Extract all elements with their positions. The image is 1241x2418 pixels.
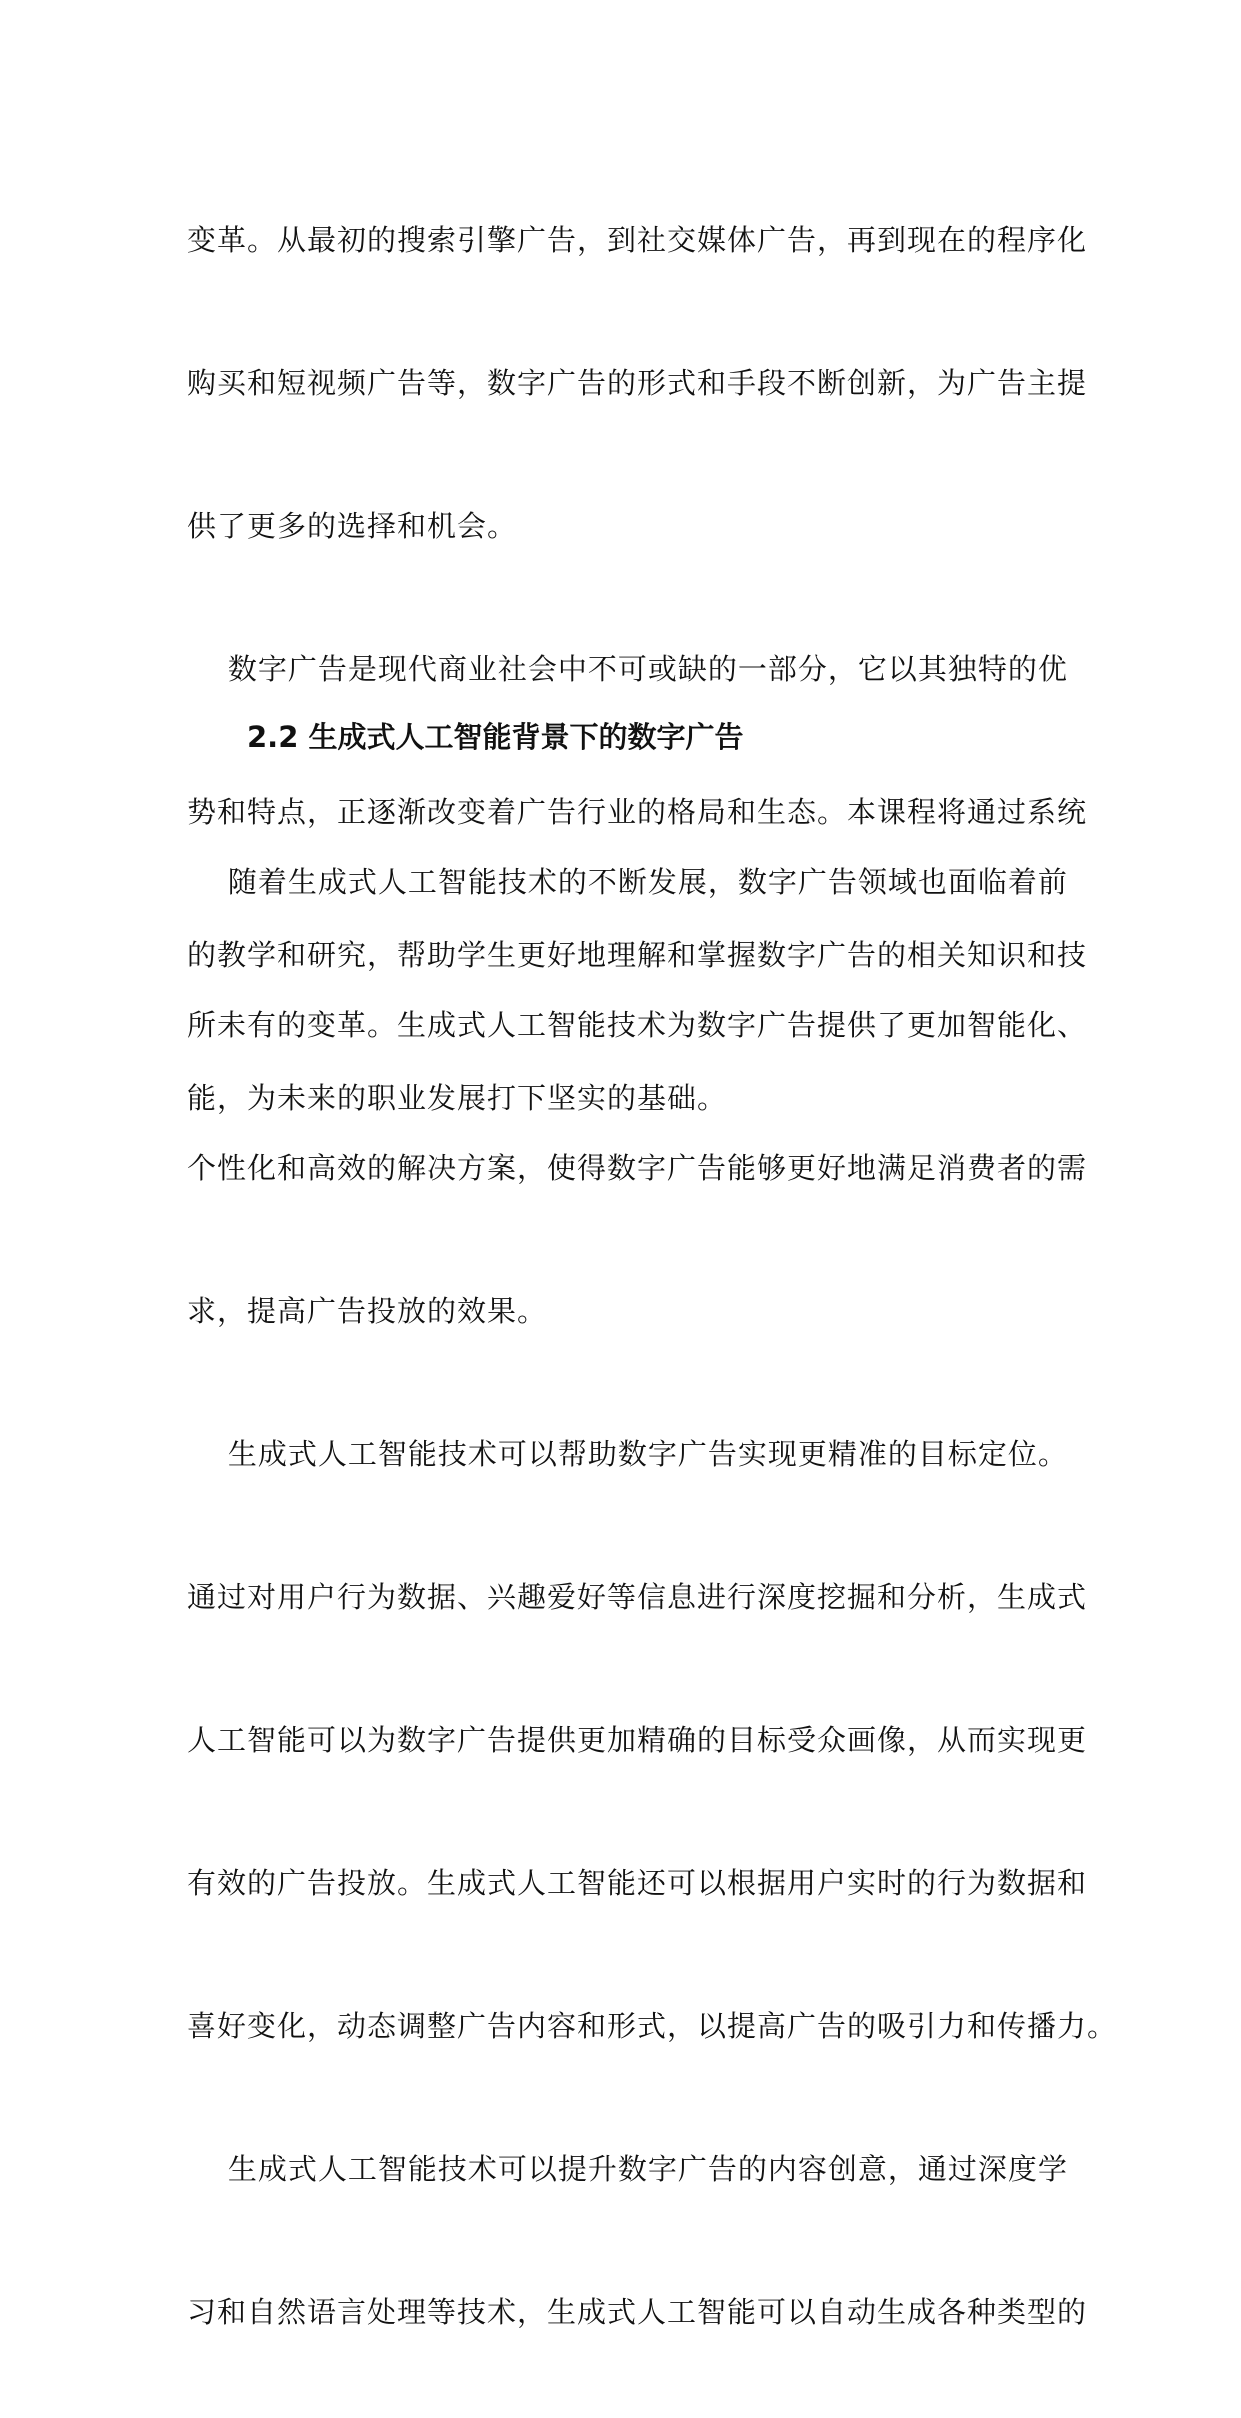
text-line: 生成式人工智能技术可以提升数字广告的内容创意，通过深度学 — [187, 2152, 1068, 2186]
text-line: 有效的广告投放。生成式人工智能还可以根据用户实时的行为数据和 — [187, 1866, 1088, 1900]
text-line: 所未有的变革。生成式人工智能技术为数字广告提供了更加智能化、 — [187, 1008, 1088, 1042]
text-line: 能，为未来的职业发展打下坚实的基础。 — [187, 1081, 728, 1115]
text-line: 数字广告是现代商业社会中不可或缺的一部分，它以其独特的优 — [187, 652, 1068, 686]
text-line: 习和自然语言处理等技术，生成式人工智能可以自动生成各种类型的 — [187, 2295, 1088, 2329]
text-line: 求，提高广告投放的效果。 — [187, 1294, 548, 1328]
text-line: 个性化和高效的解决方案，使得数字广告能够更好地满足消费者的需 — [187, 1151, 1088, 1185]
text-line: 喜好变化，动态调整广告内容和形式，以提高广告的吸引力和传播力。 — [187, 2009, 1118, 2043]
section-heading: 2.2 生成式人工智能背景下的数字广告 — [247, 720, 744, 754]
text-line: 势和特点，正逐渐改变着广告行业的格局和生态。本课程将通过系统 — [187, 795, 1088, 829]
text-line: 供了更多的选择和机会。 — [187, 509, 518, 543]
text-line: 购买和短视频广告等，数字广告的形式和手段不断创新，为广告主提 — [187, 366, 1088, 400]
text-line: 的教学和研究，帮助学生更好地理解和掌握数字广告的相关知识和技 — [187, 938, 1088, 972]
text-line: 随着生成式人工智能技术的不断发展，数字广告领域也面临着前 — [187, 865, 1068, 899]
text-line: 通过对用户行为数据、兴趣爱好等信息进行深度挖掘和分析，生成式 — [187, 1580, 1088, 1614]
text-line: 生成式人工智能技术可以帮助数字广告实现更精准的目标定位。 — [187, 1437, 1068, 1471]
body-text-bottom — [187, 777, 1118, 2418]
text-line: 人工智能可以为数字广告提供更加精确的目标受众画像，从而实现更 — [187, 1723, 1088, 1757]
text-line: 变革。从最初的搜索引擎广告，到社交媒体广告，再到现在的程序化 — [187, 223, 1088, 257]
